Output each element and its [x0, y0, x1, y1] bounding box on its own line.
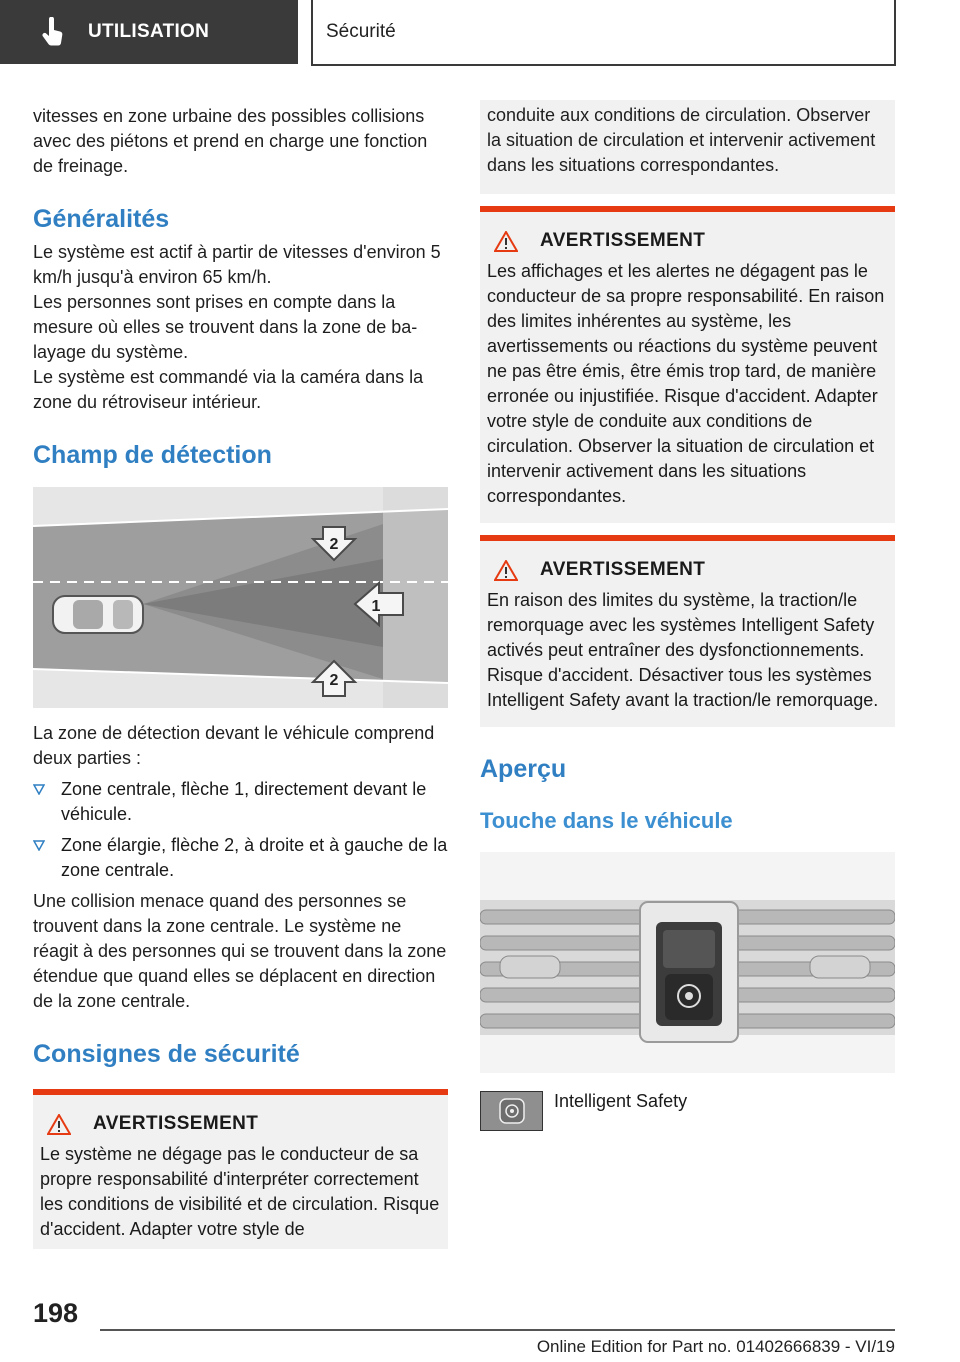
bullet-text: Zone élargie, flèche 2, à droite et à gauche de la zone centrale.: [61, 835, 448, 880]
continuation-text: conduite aux conditions de circulation. Observer la situation de circulation et intervenir activement dans les situations correspondantes.: [487, 105, 876, 175]
warning-box-2: [480, 206, 895, 523]
arrow-label-middle: 1: [371, 598, 381, 615]
heading-apercu: Aperçu: [480, 755, 567, 783]
warning-text: Le système ne dégage pas le conducteur de sa propre responsabilité d'interpréter correctement les conditions de visibilité et de circulation. Risque d'accident. Adapter votre style de: [40, 1144, 440, 1239]
warning-triangle-icon: [47, 1114, 71, 1135]
warning-box-1: [33, 1089, 448, 1249]
champ-paragraph-2: Une collision menace quand des personnes se trouvent dans la zone centrale. Le système ne réagit à des personnes qui se trouvent dans la zone étendue que quand elles se déplacent en direction de la zone centrale.: [33, 891, 447, 1011]
footer-divider: [100, 1329, 895, 1331]
section-tab-label: UTILISATION: [88, 21, 210, 42]
button-label: Intelligent Safety: [554, 1091, 688, 1111]
heading-consignes: Consignes de sécurité: [33, 1040, 300, 1068]
heading-generalites: Généralités: [33, 205, 170, 233]
list-item: [33, 777, 448, 827]
heading-champ-detection: Champ de détection: [33, 441, 272, 469]
section-tab: [0, 0, 298, 64]
list-item: [33, 833, 448, 883]
intro-paragraph: vitesses en zone urbaine des possibles collisions avec des piétons et prend en charge une fonction de freinage.: [33, 106, 428, 176]
arrow-label-top: 2: [329, 536, 339, 553]
champ-paragraph-1: La zone de détection devant le véhicule comprend deux parties :: [33, 723, 435, 768]
air-vent-with-button-image: [480, 852, 895, 1073]
warning-box-3: [480, 535, 895, 727]
warning-triangle-icon: [494, 560, 518, 581]
detection-zones-list: [33, 777, 448, 883]
triangle-bullet-icon: [33, 840, 45, 851]
button-photo: [480, 852, 895, 1073]
warning-text: En raison des limites du système, la traction/le remorquage avec les systèmes Intelligent Safety activés peut entraîner des dysfonctionnements. Risque d'accident. Désactiver tous les systèmes Intelligent Safety avant la traction/le remorquage.: [487, 590, 879, 710]
button-legend: [480, 1091, 895, 1131]
bullet-text: Zone centrale, flèche 1, directement devant le véhicule.: [61, 779, 427, 824]
warning-title: AVERTISSEMENT: [93, 1113, 259, 1134]
edition-note: Online Edition for Part no. 01402666839 - VI/19: [536, 1337, 895, 1356]
heading-touche: Touche dans le véhicule: [480, 808, 733, 833]
intelligent-safety-button-icon: [480, 1091, 543, 1131]
warning-title: AVERTISSEMENT: [540, 230, 706, 251]
detection-field-figure: [33, 487, 448, 708]
subsection-title: Sécurité: [311, 0, 896, 66]
warning-continuation: [480, 100, 895, 194]
triangle-bullet-icon: [33, 784, 45, 795]
hand-pointer-icon: [40, 17, 66, 47]
generalites-p3: Le système est commandé via la caméra dans la zone du rétroviseur intérieur.: [33, 367, 424, 412]
warning-text: Les affichages et les alertes ne dégagent pas le conducteur de sa propre responsabilité. En raison des limites inhérentes au système, les avertissements ou réactions du système peuvent ne pas être émis, être émis trop tard, de manière erronée ou injustifiée. Risque d'accident. Adapter votre style de conduite aux conditions de circulation. Observer la situation de circulation et intervenir activement dans les situations correspondantes.: [487, 261, 885, 506]
detection-diagram: [33, 487, 448, 708]
page-number: 198: [33, 1298, 79, 1328]
warning-title: AVERTISSEMENT: [540, 559, 706, 580]
left-column: [33, 100, 448, 1249]
generalites-p2: Les personnes sont prises en compte dans la mesure où elles se trouvent dans la zone de balayage du système.: [33, 292, 418, 362]
right-column: [480, 100, 895, 1131]
warning-triangle-icon: [494, 231, 518, 252]
arrow-label-bottom: 2: [329, 672, 339, 689]
generalites-p1: Le système est actif à partir de vitesses d'environ 5 km/h jusqu'à environ 65 km/h.: [33, 242, 441, 287]
